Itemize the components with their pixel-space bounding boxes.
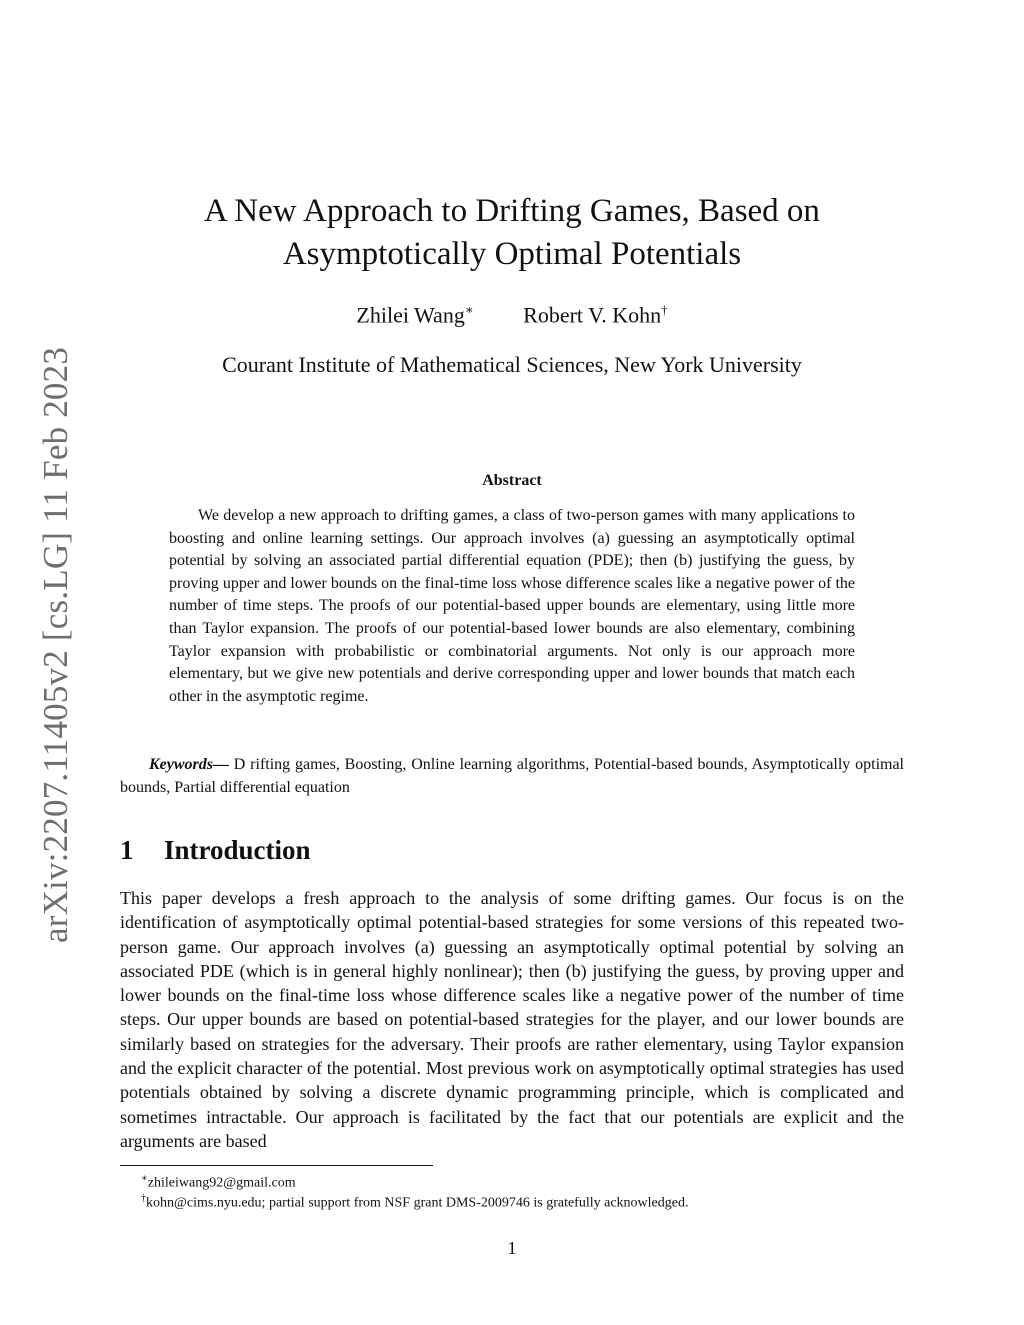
author-footnote-mark: † bbox=[661, 302, 668, 317]
keywords-label: Keywords— bbox=[149, 756, 229, 773]
footnote-mark: † bbox=[141, 1193, 146, 1204]
paper-title bbox=[120, 190, 904, 276]
author-footnote-mark: ∗ bbox=[464, 302, 474, 317]
keywords-paragraph bbox=[120, 753, 904, 799]
footnote-2 bbox=[141, 1190, 688, 1213]
author-name: Robert V. Kohn bbox=[523, 302, 662, 328]
footnote-text: zhileiwang92@gmail.com bbox=[147, 1175, 296, 1191]
paper-title-line-2: Asymptotically Optimal Potentials bbox=[282, 236, 742, 272]
introduction-paragraph: This paper develops a fresh approach to the analysis of some drifting games. Our focus is on the identification of asymptotically optimal potential-based strategies for some versions of this repeated two-person game. Our approach involves (a) guessing an asymptotically optimal potential by solving an associated PDE (which is in general highly nonlinear); then (b) justifying the guess, by proving upper and lower bounds on the final-time loss whose difference scales like a negative power of the number of time steps. Our upper bounds are based on potential-based strategies for the player, and our lower bounds are similarly based on strategies for the adversary. Their proofs are rather elementary, using Taylor expansion and the explicit character of the potential. Most previous work on asymptotically optimal strategies has used potentials obtained by solving a discrete dynamic programming principle, which is complicated and sometimes intractable. Our approach is facilitated by the fact that our potentials are explicit and the arguments are based bbox=[120, 888, 904, 1151]
arxiv-identifier-stamp: arXiv:2207.11405v2 [cs.LG] 11 Feb 2023 bbox=[36, 346, 75, 944]
section-title: Introduction bbox=[164, 835, 311, 865]
author-kohn bbox=[523, 302, 667, 328]
paper-title-line-1: A New Approach to Drifting Games, Based on bbox=[204, 193, 820, 229]
affiliation: Courant Institute of Mathematical Sciences, New York University bbox=[222, 352, 802, 377]
abstract-heading: Abstract bbox=[482, 472, 542, 489]
keywords-text: D rifting games, Boosting, Online learning algorithms, Potential-based bounds, Asymptotically optimal bounds, Partial differential equation bbox=[120, 756, 904, 796]
footnote-mark: ∗ bbox=[141, 1173, 148, 1184]
section-heading bbox=[120, 835, 311, 866]
footnote-divider bbox=[120, 1165, 433, 1166]
author-name: Zhilei Wang bbox=[356, 302, 465, 328]
abstract-text: We develop a new approach to drifting games, a class of two-person games with many applications to boosting and online learning settings. Our approach involves (a) guessing an asymptotically optimal potential by solving an associated partial differential equation (PDE); then (b) justifying the guess, by proving upper and lower bounds on the final-time loss whose difference scales like a negative power of the number of time steps. The proofs of our potential-based upper bounds are elementary, using little more than Taylor expansion. The proofs of our potential-based lower bounds are also elementary, combining Taylor expansion with probabilistic or combinatorial arguments. Not only is our approach more elementary, but we give new potentials and derive corresponding upper and lower bounds that match each other in the asymptotic regime. bbox=[169, 507, 855, 705]
footnote-text: kohn@cims.nyu.edu; partial support from NSF grant DMS-2009746 is gratefully acknowledged. bbox=[146, 1195, 689, 1211]
page-number: 1 bbox=[507, 1238, 517, 1258]
author-list bbox=[120, 302, 904, 328]
author-wang bbox=[356, 302, 473, 328]
section-number: 1 bbox=[120, 835, 134, 865]
